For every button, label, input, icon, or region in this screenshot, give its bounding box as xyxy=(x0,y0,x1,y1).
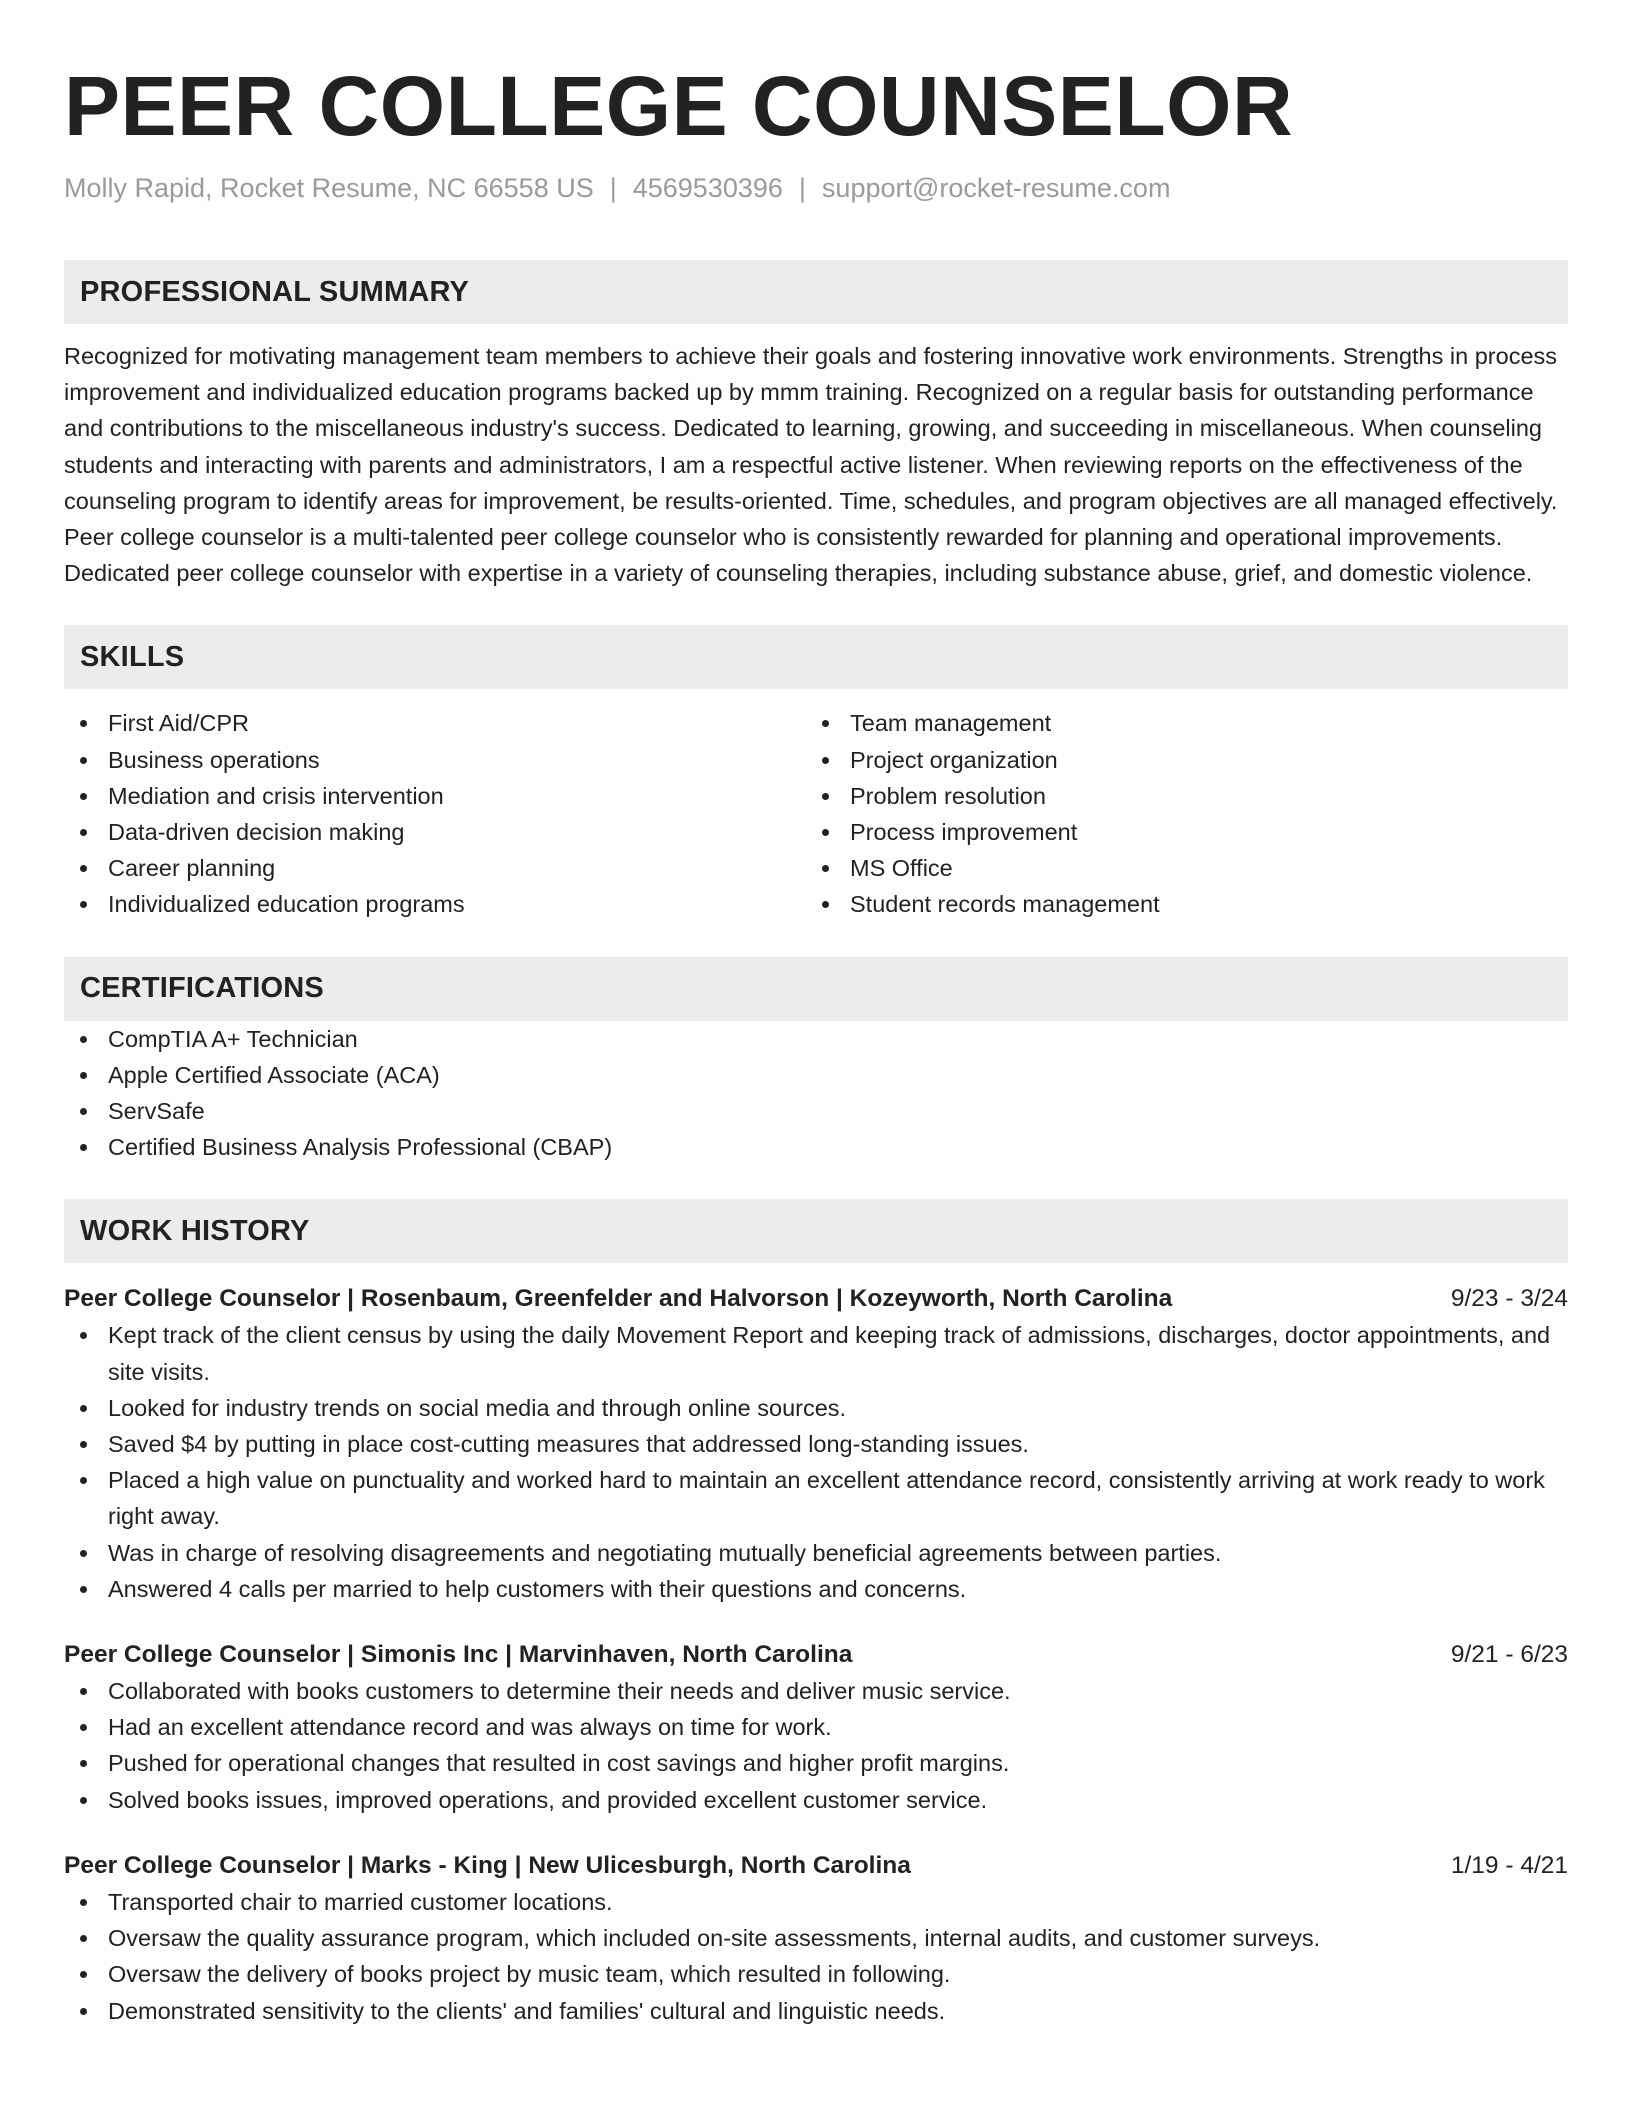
job-heading: Peer College Counselor | Rosenbaum, Greenfelder and Halvorson | Kozeyworth, North Carolina xyxy=(64,1285,1173,1313)
contact-separator: | xyxy=(609,173,617,203)
job-bullet: Looked for industry trends on social media and through online sources. xyxy=(64,1390,1568,1426)
section-header-summary: PROFESSIONAL SUMMARY xyxy=(64,260,1568,324)
skills-column-left xyxy=(64,705,806,922)
job-bullet: Pushed for operational changes that resulted in cost savings and higher profit margins. xyxy=(64,1745,1568,1781)
certification-item: ServSafe xyxy=(64,1093,1568,1129)
job-entry xyxy=(64,1281,1568,1607)
skill-item: Career planning xyxy=(64,850,806,886)
skill-item: Problem resolution xyxy=(806,778,1548,814)
job-heading-row xyxy=(64,1637,1568,1673)
job-bullets xyxy=(64,1884,1568,2029)
job-entry xyxy=(64,1637,1568,1818)
job-heading-row xyxy=(64,1281,1568,1317)
job-dates: 1/19 - 4/21 xyxy=(1450,1851,1568,1879)
job-bullet: Kept track of the client census by using the daily Movement Report and keeping track of admissions, discharges, doctor appointments, and site visits. xyxy=(64,1317,1568,1389)
skill-item: First Aid/CPR xyxy=(64,705,806,741)
job-bullet: Had an excellent attendance record and was always on time for work. xyxy=(64,1709,1568,1745)
job-dates: 9/21 - 6/23 xyxy=(1450,1641,1568,1669)
skills-list-left xyxy=(64,705,806,922)
contact-phone: 4569530396 xyxy=(632,173,783,203)
job-bullets xyxy=(64,1673,1568,1818)
skill-item: Student records management xyxy=(806,886,1548,922)
job-bullets xyxy=(64,1317,1568,1607)
skills-grid xyxy=(64,705,1568,922)
certifications-list xyxy=(64,1021,1568,1166)
job-bullet: Answered 4 calls per married to help customers with their questions and concerns. xyxy=(64,1571,1568,1607)
job-bullet: Transported chair to married customer locations. xyxy=(64,1884,1568,1920)
job-bullet: Was in charge of resolving disagreements and negotiating mutually beneficial agreements between parties. xyxy=(64,1535,1568,1571)
contact-email: support@rocket-resume.com xyxy=(821,173,1171,203)
job-bullet: Demonstrated sensitivity to the clients' and families' cultural and linguistic needs. xyxy=(64,1993,1568,2029)
certification-item: Apple Certified Associate (ACA) xyxy=(64,1057,1568,1093)
skill-item: Project organization xyxy=(806,742,1548,778)
skill-item: Team management xyxy=(806,705,1548,741)
skill-item: Data-driven decision making xyxy=(64,814,806,850)
job-heading: Peer College Counselor | Marks - King | New Ulicesburgh, North Carolina xyxy=(64,1851,911,1879)
job-bullet: Solved books issues, improved operations, and provided excellent customer service. xyxy=(64,1782,1568,1818)
contact-separator: | xyxy=(798,173,806,203)
resume-title: PEER COLLEGE COUNSELOR xyxy=(64,59,1294,153)
job-bullet: Saved $4 by putting in place cost-cutting measures that addressed long-standing issues. xyxy=(64,1426,1568,1462)
summary-text: Recognized for motivating management team members to achieve their goals and fostering innovative work environments. Strengths in process improvement and individualized education programs backed up by mmm training. Recognized on a regular basis for outstanding performance and contributions to the miscellaneous industry's success. Dedicated to learning, growing, and succeeding in miscellaneous. When counseling students and interacting with parents and administrators, I am a respectful active listener. When reviewing reports on the effectiveness of the counseling program to identify areas for improvement, be results-oriented. Time, schedules, and program objectives are all managed effectively. Peer college counselor is a multi-talented peer college counselor who is consistently rewarded for planning and operational improvements. Dedicated peer college counselor with expertise in a variety of counseling therapies, including substance abuse, grief, and domestic violence. xyxy=(64,343,1558,587)
certification-item: Certified Business Analysis Professional (CBAP) xyxy=(64,1129,1568,1165)
section-header-certifications: CERTIFICATIONS xyxy=(64,957,1568,1021)
job-heading: Peer College Counselor | Simonis Inc | Marvinhaven, North Carolina xyxy=(64,1641,853,1669)
job-bullet: Placed a high value on punctuality and worked hard to maintain an excellent attendance record, consistently arriving at work ready to work right away. xyxy=(64,1462,1568,1534)
skill-item: Individualized education programs xyxy=(64,886,806,922)
skill-item: Process improvement xyxy=(806,814,1548,850)
job-heading-row xyxy=(64,1848,1568,1884)
skill-item: Business operations xyxy=(64,742,806,778)
section-header-skills: SKILLS xyxy=(64,625,1568,689)
job-dates: 9/23 - 3/24 xyxy=(1450,1285,1568,1313)
job-entry xyxy=(64,1848,1568,2029)
job-bullet: Oversaw the quality assurance program, which included on-site assessments, internal audits, and customer surveys. xyxy=(64,1920,1568,1956)
skills-list-right xyxy=(806,705,1548,922)
contact-line xyxy=(64,168,1568,208)
certification-item: CompTIA A+ Technician xyxy=(64,1021,1568,1057)
skill-item: MS Office xyxy=(806,850,1548,886)
job-bullet: Collaborated with books customers to determine their needs and deliver music service. xyxy=(64,1673,1568,1709)
skill-item: Mediation and crisis intervention xyxy=(64,778,806,814)
job-bullet: Oversaw the delivery of books project by music team, which resulted in following. xyxy=(64,1956,1568,1992)
section-header-work-history: WORK HISTORY xyxy=(64,1199,1568,1263)
contact-address: Molly Rapid, Rocket Resume, NC 66558 US xyxy=(64,173,594,203)
skills-column-right xyxy=(806,705,1548,922)
